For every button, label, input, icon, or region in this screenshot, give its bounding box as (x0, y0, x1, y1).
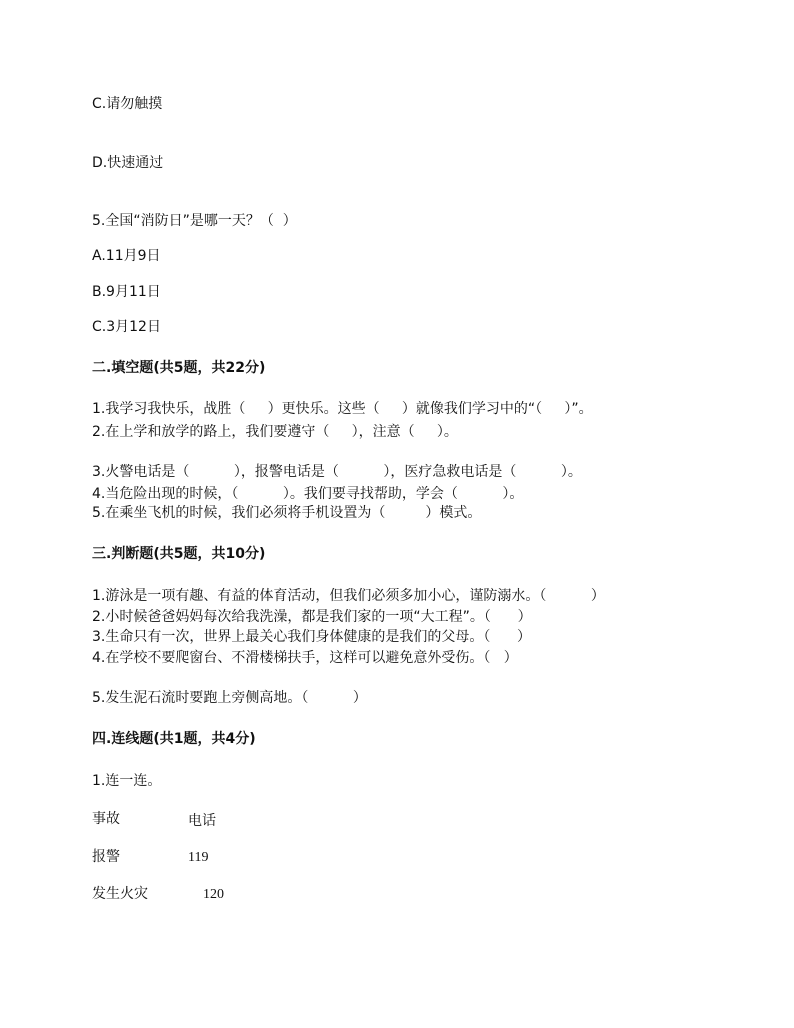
table-header-phone: 电话 (188, 813, 216, 829)
true-false-item-1: 1.游泳是一项有趣、有益的体育活动，但我们必须多加小心，谨防溺水。（ ） (92, 588, 605, 604)
q5-question: 5.全国“消防日”是哪一天？（ ） (92, 213, 297, 229)
table-row-2-accident: 发生火灾 (92, 886, 148, 902)
fill-blank-item-1: 1.我学习我快乐，战胜（ ）更快乐。这些（ ）就像我们学习中的“（ ）”。 (92, 401, 593, 417)
true-false-item-3: 3.生命只有一次，世界上最关心我们身体健康的是我们的父母。（ ） (92, 629, 532, 645)
table-row-2-phone: 120 (203, 887, 224, 902)
matching-question: 1.连一连。 (92, 773, 162, 789)
q5-option-c: C.3月12日 (92, 319, 161, 335)
q4-option-d: D.快速通过 (92, 155, 164, 171)
fill-blank-item-2: 2.在上学和放学的路上，我们要遵守（ ），注意（ ）。 (92, 424, 458, 440)
fill-blank-item-5: 5.在乘坐飞机的时候，我们必须将手机设置为（ ）模式。 (92, 505, 482, 521)
fill-blank-item-3: 3.火警电话是（ ），报警电话是（ ），医疗急救电话是（ ）。 (92, 464, 582, 480)
section-heading-fill-blank: 二.填空题(共5题，共22分) (92, 360, 266, 376)
true-false-item-4: 4.在学校不要爬窗台、不滑楼梯扶手，这样可以避免意外受伤。（ ） (92, 650, 518, 666)
table-row-1-accident: 报警 (92, 849, 120, 865)
true-false-item-2: 2.小时候爸爸妈妈每次给我洗澡，都是我们家的一项“大工程”。（ ） (92, 609, 532, 625)
table-header-accident: 事故 (92, 811, 120, 827)
q5-option-b: B.9月11日 (92, 284, 161, 300)
section-heading-true-false: 三.判断题(共5题，共10分) (92, 546, 266, 562)
q4-option-c: C.请勿触摸 (92, 96, 163, 112)
true-false-item-5: 5.发生泥石流时要跑上旁侧高地。（ ） (92, 690, 367, 706)
table-row-1-phone: 119 (188, 850, 209, 865)
fill-blank-item-4: 4.当危险出现的时候，（ ）。我们要寻找帮助，学会（ ）。 (92, 486, 524, 502)
section-heading-matching: 四.连线题(共1题，共4分) (92, 731, 256, 747)
q5-option-a: A.11月9日 (92, 248, 161, 264)
